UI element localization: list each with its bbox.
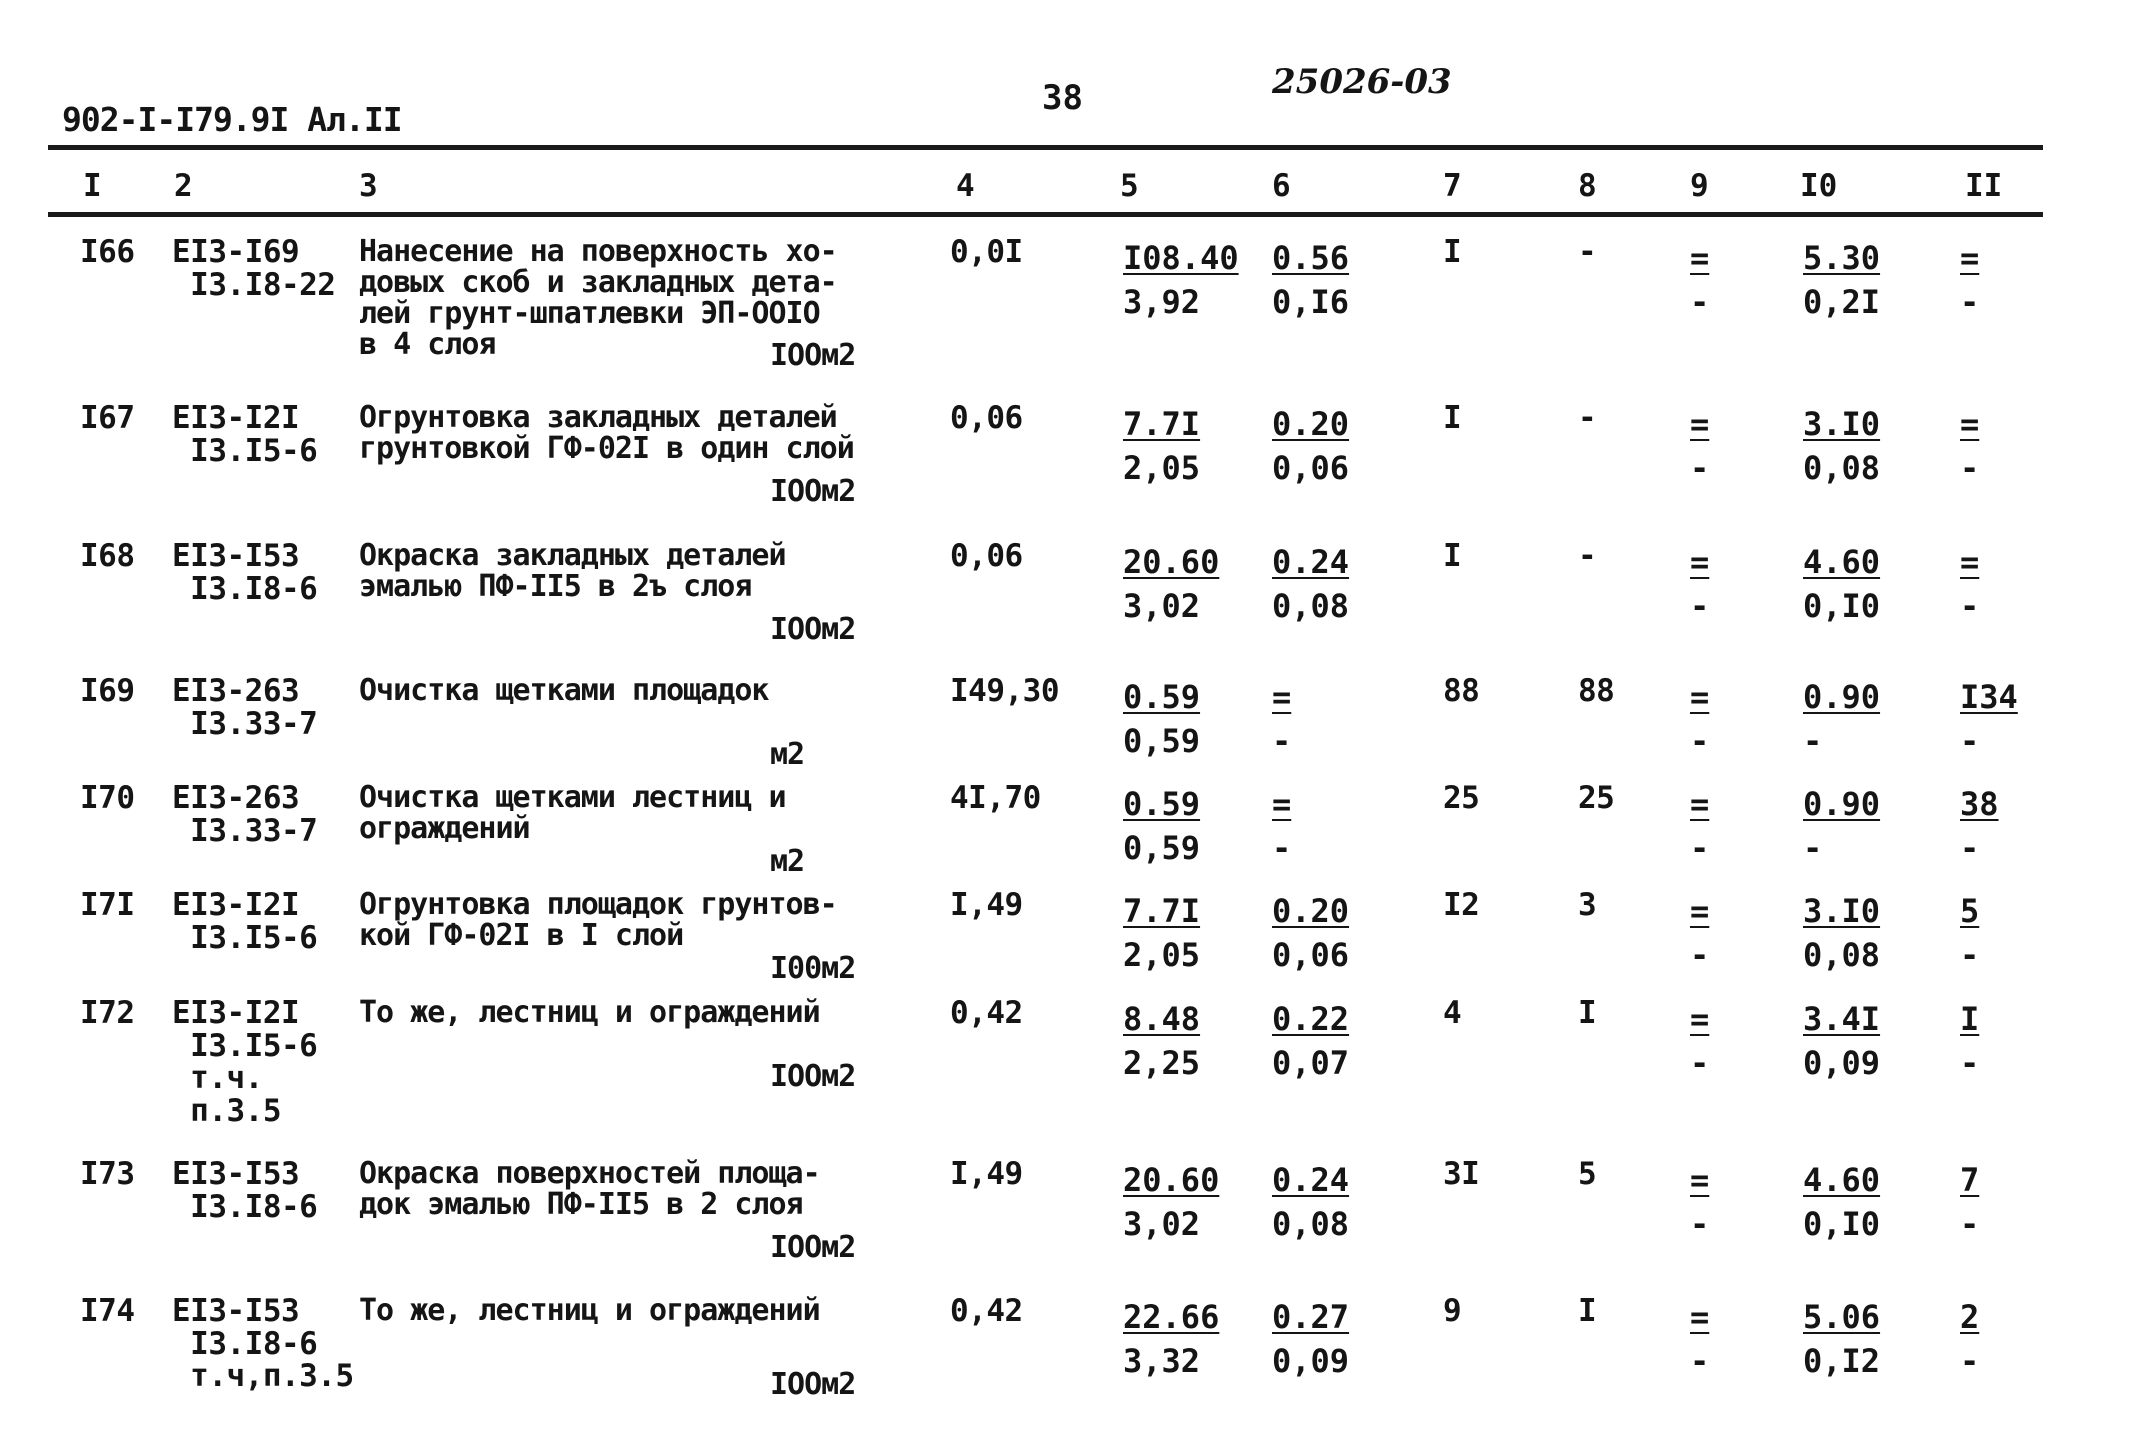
machine-cost-denominator: -	[1690, 449, 1710, 487]
labor-per-unit-denominator: 0,09	[1803, 1044, 1881, 1082]
labor-per-unit	[1803, 402, 1880, 490]
labor-per-unit-numerator: 3.I0	[1803, 405, 1881, 443]
total-cost: I	[1443, 234, 1462, 270]
col-header-10: I0	[1800, 168, 1838, 204]
work-description: Очистка щетками лестниц и ограждений	[359, 780, 786, 846]
total-wages: 88	[1578, 673, 1615, 709]
page-number: 38	[1042, 78, 1083, 118]
unit-wages-numerator: =	[1272, 785, 1292, 823]
total-wages: I	[1578, 1293, 1597, 1329]
unit-of-measure: IOOм2	[770, 1059, 856, 1094]
unit-cost-numerator: 7.7I	[1123, 405, 1201, 443]
machine-cost	[1690, 675, 1709, 763]
machine-cost-numerator: =	[1690, 405, 1710, 443]
col-header-1: I	[83, 168, 102, 204]
norm-codes: EI3-263 I3.33-7	[172, 780, 318, 849]
labor-per-unit-denominator: 0,2I	[1803, 283, 1881, 321]
labor-total-denominator: -	[1960, 722, 1980, 760]
machine-cost	[1690, 402, 1709, 490]
machine-cost-numerator: =	[1690, 543, 1710, 581]
unit-wages-numerator: 0.20	[1272, 892, 1350, 930]
unit-cost	[1123, 997, 1200, 1085]
unit-cost	[1123, 236, 1239, 324]
row-number: I68	[80, 538, 135, 574]
labor-total	[1960, 675, 2018, 763]
unit-wages-denominator: 0,08	[1272, 1205, 1350, 1243]
row-number: I69	[80, 673, 135, 709]
total-cost: I	[1443, 538, 1462, 574]
unit-wages-numerator: 0.22	[1272, 1000, 1350, 1038]
machine-cost-denominator: -	[1690, 1342, 1710, 1380]
labor-per-unit-numerator: 0.90	[1803, 678, 1881, 716]
machine-cost-numerator: =	[1690, 1000, 1710, 1038]
labor-total-denominator: -	[1960, 936, 1980, 974]
unit-cost-denominator: 2,05	[1123, 449, 1201, 487]
total-wages: 3	[1578, 887, 1597, 923]
table-row	[0, 887, 2153, 986]
work-description: Очистка щетками площадок	[359, 673, 769, 708]
labor-total	[1960, 236, 1979, 324]
labor-total-numerator: =	[1960, 239, 1980, 277]
unit-wages-denominator: 0,07	[1272, 1044, 1350, 1082]
unit-cost	[1123, 889, 1200, 977]
total-cost: 25	[1443, 780, 1480, 816]
row-number: I67	[80, 400, 135, 436]
unit-wages-denominator: 0,09	[1272, 1342, 1350, 1380]
unit-wages-numerator: 0.56	[1272, 239, 1350, 277]
unit-cost-denominator: 2,25	[1123, 1044, 1201, 1082]
total-cost: 88	[1443, 673, 1480, 709]
labor-per-unit-numerator: 5.30	[1803, 239, 1881, 277]
labor-total-denominator: -	[1960, 449, 1980, 487]
unit-wages-numerator: 0.27	[1272, 1298, 1350, 1336]
unit-wages-denominator: 0,I6	[1272, 283, 1350, 321]
unit-of-measure: м2	[770, 737, 805, 772]
machine-cost	[1690, 540, 1709, 628]
table-row	[0, 780, 2153, 879]
labor-total-numerator: 7	[1960, 1161, 1980, 1199]
unit-of-measure: м2	[770, 844, 805, 879]
machine-cost	[1690, 997, 1709, 1085]
col-header-8: 8	[1578, 168, 1597, 204]
labor-total	[1960, 1158, 1979, 1246]
labor-total-numerator: I34	[1960, 678, 2018, 716]
norm-codes: EI3-I2I I3.I5-6	[172, 400, 318, 469]
unit-cost-denominator: 0,59	[1123, 722, 1201, 760]
unit-cost-denominator: 3,32	[1123, 1342, 1201, 1380]
col-header-7: 7	[1443, 168, 1462, 204]
work-description: Окраска закладных деталей эмалью ПФ-II5 в 2ъ слоя	[359, 538, 786, 604]
col-header-5: 5	[1120, 168, 1139, 204]
labor-per-unit	[1803, 1295, 1880, 1383]
machine-cost-numerator: =	[1690, 785, 1710, 823]
norm-codes: EI3-I69 I3.I8-22	[172, 234, 336, 303]
machine-cost-numerator: =	[1690, 892, 1710, 930]
machine-cost-denominator: -	[1690, 587, 1710, 625]
machine-cost-denominator: -	[1690, 1205, 1710, 1243]
quantity: 0,06	[950, 538, 1023, 574]
norm-codes: EI3-I53 I3.I8-6	[172, 1156, 318, 1225]
unit-cost-denominator: 3,02	[1123, 1205, 1201, 1243]
labor-total-numerator: =	[1960, 405, 1980, 443]
unit-cost	[1123, 1158, 1219, 1246]
quantity: 0,0I	[950, 234, 1023, 270]
unit-cost-denominator: 2,05	[1123, 936, 1201, 974]
machine-cost-denominator: -	[1690, 283, 1710, 321]
row-number: I7I	[80, 887, 135, 923]
norm-codes: EI3-I53 I3.I8-6 т.ч,п.3.5	[172, 1293, 354, 1395]
machine-cost	[1690, 1158, 1709, 1246]
unit-of-measure: IOOм2	[770, 474, 856, 509]
unit-wages-denominator: 0,06	[1272, 936, 1350, 974]
unit-cost	[1123, 540, 1219, 628]
work-description: Окраска поверхностей площа- док эмалью ПФ-II5 в 2 слоя	[359, 1156, 820, 1222]
labor-per-unit-numerator: 3.I0	[1803, 892, 1881, 930]
labor-per-unit-denominator: -	[1803, 722, 1823, 760]
col-header-2: 2	[174, 168, 193, 204]
quantity: 0,42	[950, 1293, 1023, 1329]
table-row	[0, 995, 2153, 1129]
quantity: 4I,70	[950, 780, 1041, 816]
unit-cost-numerator: 20.60	[1123, 1161, 1220, 1199]
labor-per-unit-numerator: 3.4I	[1803, 1000, 1881, 1038]
document-code: 902-I-I79.9I Aл.II	[62, 100, 402, 139]
labor-per-unit-denominator: 0,I2	[1803, 1342, 1881, 1380]
unit-wages	[1272, 782, 1291, 870]
unit-cost-numerator: 22.66	[1123, 1298, 1220, 1336]
unit-of-measure: IOOм2	[770, 1230, 856, 1265]
unit-cost-denominator: 3,92	[1123, 283, 1201, 321]
col-header-3: 3	[359, 168, 378, 204]
labor-total	[1960, 540, 1979, 628]
labor-per-unit-numerator: 5.06	[1803, 1298, 1881, 1336]
machine-cost-denominator: -	[1690, 829, 1710, 867]
table-row	[0, 234, 2153, 373]
total-wages: I	[1578, 995, 1597, 1031]
unit-wages-numerator: 0.24	[1272, 543, 1350, 581]
labor-per-unit	[1803, 1158, 1880, 1246]
unit-cost-numerator: 20.60	[1123, 543, 1220, 581]
labor-total-numerator: I	[1960, 1000, 1980, 1038]
unit-wages	[1272, 889, 1349, 977]
table-row	[0, 1293, 2153, 1402]
labor-per-unit-numerator: 0.90	[1803, 785, 1881, 823]
labor-per-unit	[1803, 236, 1880, 324]
labor-total-numerator: =	[1960, 543, 1980, 581]
total-wages: -	[1578, 234, 1597, 270]
unit-wages	[1272, 1158, 1349, 1246]
labor-total-numerator: 5	[1960, 892, 1980, 930]
handwritten-number: 25026-03	[1272, 62, 1452, 102]
labor-total	[1960, 782, 1999, 870]
quantity: I,49	[950, 1156, 1023, 1192]
table-row	[0, 1156, 2153, 1265]
work-description: То же, лестниц и ограждений	[359, 1293, 820, 1328]
norm-codes: EI3-I2I I3.I5-6 т.ч. п.3.5	[172, 995, 318, 1129]
header-bottom-rule	[48, 212, 2043, 217]
unit-cost-numerator: 0.59	[1123, 678, 1201, 716]
unit-wages	[1272, 997, 1349, 1085]
table-row	[0, 538, 2153, 647]
unit-wages-denominator: 0,06	[1272, 449, 1350, 487]
unit-cost	[1123, 402, 1200, 490]
unit-cost-denominator: 3,02	[1123, 587, 1201, 625]
total-wages: -	[1578, 538, 1597, 574]
unit-cost-numerator: 0.59	[1123, 785, 1201, 823]
row-number: I70	[80, 780, 135, 816]
unit-wages-denominator: 0,08	[1272, 587, 1350, 625]
unit-wages-denominator: -	[1272, 722, 1292, 760]
total-cost: I	[1443, 400, 1462, 436]
unit-wages	[1272, 540, 1349, 628]
work-description: Нанесение на поверхность хо- довых скоб и закладных дета- лей грунт-шпатлевки ЭП-ООIО в 4 слоя	[359, 234, 837, 362]
row-number: I74	[80, 1293, 135, 1329]
table-top-rule	[48, 145, 2043, 150]
unit-cost-numerator: 8.48	[1123, 1000, 1201, 1038]
quantity: I,49	[950, 887, 1023, 923]
labor-per-unit	[1803, 782, 1880, 870]
col-header-9: 9	[1690, 168, 1709, 204]
unit-of-measure: IOOм2	[770, 338, 856, 373]
quantity: 0,42	[950, 995, 1023, 1031]
norm-codes: EI3-I2I I3.I5-6	[172, 887, 318, 956]
labor-total	[1960, 997, 1979, 1085]
row-number: I66	[80, 234, 135, 270]
unit-cost-numerator: 7.7I	[1123, 892, 1201, 930]
unit-wages	[1272, 402, 1349, 490]
machine-cost-numerator: =	[1690, 1298, 1710, 1336]
table-row	[0, 400, 2153, 509]
labor-per-unit	[1803, 997, 1880, 1085]
unit-wages-numerator: =	[1272, 678, 1292, 716]
labor-per-unit	[1803, 540, 1880, 628]
quantity: I49,30	[950, 673, 1059, 709]
labor-total-denominator: -	[1960, 283, 1980, 321]
labor-total-denominator: -	[1960, 829, 1980, 867]
machine-cost	[1690, 236, 1709, 324]
unit-cost-numerator: I08.40	[1123, 239, 1239, 277]
labor-per-unit	[1803, 889, 1880, 977]
unit-of-measure: IOOм2	[770, 1367, 856, 1402]
labor-per-unit-numerator: 4.60	[1803, 1161, 1881, 1199]
norm-codes: EI3-263 I3.33-7	[172, 673, 318, 742]
unit-wages-numerator: 0.20	[1272, 405, 1350, 443]
total-cost: 3I	[1443, 1156, 1480, 1192]
unit-wages-numerator: 0.24	[1272, 1161, 1350, 1199]
labor-total	[1960, 402, 1979, 490]
labor-per-unit-denominator: 0,I0	[1803, 1205, 1881, 1243]
row-number: I72	[80, 995, 135, 1031]
machine-cost-denominator: -	[1690, 1044, 1710, 1082]
row-number: I73	[80, 1156, 135, 1192]
total-wages: 25	[1578, 780, 1615, 816]
unit-wages-denominator: -	[1272, 829, 1292, 867]
unit-cost-denominator: 0,59	[1123, 829, 1201, 867]
labor-total-numerator: 2	[1960, 1298, 1980, 1336]
col-header-11: II	[1965, 168, 2003, 204]
labor-total-denominator: -	[1960, 1044, 1980, 1082]
machine-cost-denominator: -	[1690, 936, 1710, 974]
machine-cost	[1690, 889, 1709, 977]
unit-of-measure: I00м2	[770, 951, 856, 986]
total-cost: 9	[1443, 1293, 1462, 1329]
col-header-6: 6	[1272, 168, 1291, 204]
labor-total-denominator: -	[1960, 587, 1980, 625]
unit-wages	[1272, 1295, 1349, 1383]
unit-wages	[1272, 675, 1291, 763]
machine-cost-denominator: -	[1690, 722, 1710, 760]
unit-wages	[1272, 236, 1349, 324]
unit-cost	[1123, 675, 1200, 763]
labor-total	[1960, 889, 1979, 977]
labor-per-unit-denominator: 0,08	[1803, 936, 1881, 974]
total-wages: 5	[1578, 1156, 1597, 1192]
labor-per-unit-numerator: 4.60	[1803, 543, 1881, 581]
norm-codes: EI3-I53 I3.I8-6	[172, 538, 318, 607]
total-cost: 4	[1443, 995, 1462, 1031]
unit-cost	[1123, 782, 1200, 870]
unit-of-measure: IOOм2	[770, 612, 856, 647]
machine-cost-numerator: =	[1690, 1161, 1710, 1199]
machine-cost-numerator: =	[1690, 239, 1710, 277]
quantity: 0,06	[950, 400, 1023, 436]
work-description: Огрунтовка площадок грунтов- кой ГФ-02I в I слой	[359, 887, 837, 953]
labor-per-unit	[1803, 675, 1880, 763]
unit-cost	[1123, 1295, 1219, 1383]
labor-total	[1960, 1295, 1979, 1383]
machine-cost	[1690, 782, 1709, 870]
work-description: Огрунтовка закладных деталей грунтовкой ГФ-02I в один слой	[359, 400, 854, 466]
machine-cost-numerator: =	[1690, 678, 1710, 716]
labor-per-unit-denominator: -	[1803, 829, 1823, 867]
labor-per-unit-denominator: 0,08	[1803, 449, 1881, 487]
machine-cost	[1690, 1295, 1709, 1383]
col-header-4: 4	[956, 168, 975, 204]
labor-total-denominator: -	[1960, 1342, 1980, 1380]
table-row	[0, 673, 2153, 772]
labor-per-unit-denominator: 0,I0	[1803, 587, 1881, 625]
labor-total-numerator: 38	[1960, 785, 1999, 823]
total-cost: I2	[1443, 887, 1480, 923]
total-wages: -	[1578, 400, 1597, 436]
work-description: То же, лестниц и ограждений	[359, 995, 820, 1030]
labor-total-denominator: -	[1960, 1205, 1980, 1243]
